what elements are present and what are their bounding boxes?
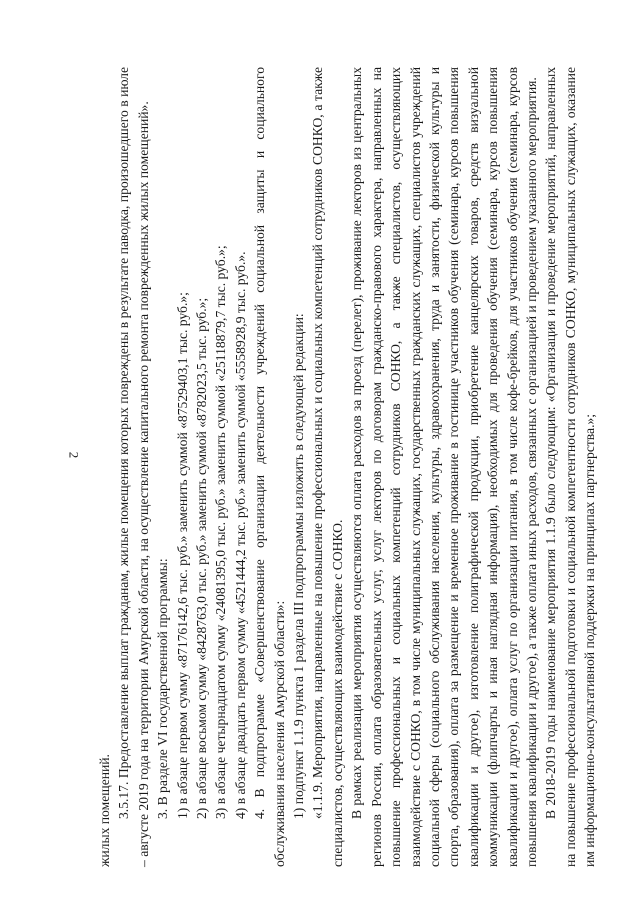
paragraph: «1.1.9. Мероприятия, направленные на повышение профессиональных и социальных компетенций сотрудников СОНКО, а также специалистов, осуществляющих взаимодействие с СОНКО. (310, 67, 345, 867)
paragraph: 1) в абзаце первом сумму «87176142,6 тыс. руб.» заменить суммой «87529403,1 тыс. руб.»; (174, 292, 190, 819)
paragraph: 1) подпункт 1.1.9 пункта 1 раздела III подпрограммы изложить в следующей редакции: (291, 313, 307, 819)
paragraph: 4) в абзаце двадцать первом сумму «4521444,2 тыс. руб.» заменить суммой «5558928,9 тыс. руб.». (232, 251, 248, 819)
paragraph: В рамках реализации мероприятия осуществляются оплата расходов за проезд (перелет), проживание лекторов из центральных регионов России, оплата образовательных услуг, услуг лекторов по договорам гражданско-правового характера, направленных на повышение профессиональных и социальных компетенций сотрудников СОНКО, а также специалистов, осуществляющих взаимодействие с СОНКО, в том числе муниципальных служащих, государственных гражданских служащих, специалистов учреждений социальной сферы (социального обслуживания населения, культуры, здравоохранения, труда и занятости, физической культуры и спорта, образования), оплата за размещение и временное проживание в гостинице участников обучения (семинара, курсов повышения квалификации и другое), изготовление полиграфической продукции, приобретение канцелярских товаров, средств визуальной коммуникации (флипчарты и иная наглядная информация), необходимых для проведения обучения (семинара, курсов повышения квалификации и другое), оплата услуг по организации питания, в том числе кофе-брейков, для участников обучения (семинара, курсов повышения квалификации и другое), а также оплата иных расходов, связанных с организацией и проведением указанного мероприятия. (349, 67, 539, 867)
page-number: 2 (66, 451, 82, 459)
paragraph: 3) в абзаце четырнадцатом сумму «24081395,0 тыс. руб.» заменить суммой «25118879,7 тыс. руб.»; (213, 245, 229, 819)
paragraph: жилых помещений. (97, 754, 112, 867)
document-body (95, 67, 598, 867)
paragraph: 2) в абзаце восьмом сумму «8428763,0 тыс. руб.» заменить суммой «8782023,5 тыс. руб.»; (194, 297, 210, 819)
paragraph: 3. В разделе VI государственной программы: (155, 558, 171, 819)
paragraph: В 2018-2019 годы наименование мероприятия 1.1.9 было следующим: «Организация и проведение мероприятий, направленных на повышение профессиональной подготовки и социальной компетентности сотрудников СОНКО, муниципальных служащих, оказание им информационно-консультативной поддержки на принципах партнерства.»; (543, 67, 598, 867)
paragraph: 3.5.17. Предоставление выплат гражданам, жилые помещения которых повреждены в результате паводка, произошедшего в июле – августе 2019 года на территории Амурской области, на осуществление капитального ремонта поврежденных жилых помещений». (116, 67, 151, 867)
paragraph: 4. В подпрограмме «Совершенствование организации деятельности учреждений социальной защиты и социального обслуживания населения Амурской области»: (252, 67, 287, 867)
